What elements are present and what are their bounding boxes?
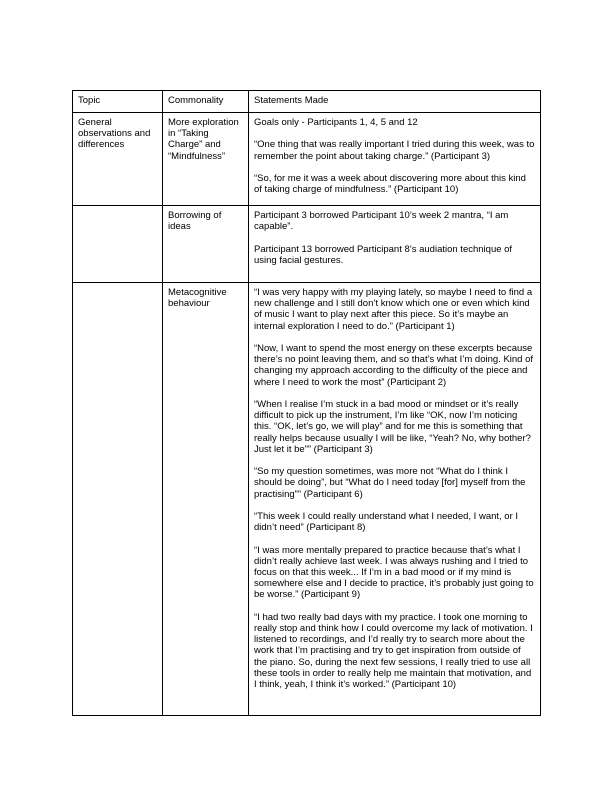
commonality-text: Metacognitive behaviour bbox=[168, 287, 227, 310]
topic-cell bbox=[73, 206, 163, 283]
statements-table bbox=[72, 90, 541, 716]
statement-paragraph: Goals only - Participants 1, 4, 5 and 12 bbox=[254, 117, 418, 128]
table-row bbox=[73, 113, 541, 206]
statement-paragraph: “So, for me it was a week about discovering more about this kind of taking charge of mindfulness.” (Participant 10) bbox=[254, 172, 526, 196]
statement-paragraph: “Now, I want to spend the most energy on these excerpts because there’s no point leaving them, and so that’s what I’m doing. Kind of changing my approach according to the difficulty of the piece and where I need to work the most” (Participant 2) bbox=[254, 343, 534, 388]
statement-paragraph: “This week I could really understand what I needed, I want, or I didn’t need” (Participant 8) bbox=[254, 511, 519, 534]
statements-cell bbox=[249, 283, 541, 716]
commonality-cell bbox=[163, 113, 249, 206]
table-row bbox=[73, 283, 541, 716]
commonality-text: More exploration in “Taking Charge” and “Mindfulness” bbox=[168, 117, 239, 162]
column-header-commonality: Commonality bbox=[163, 91, 249, 113]
statement-paragraph: “One thing that was really important I tried during this week, was to remember the point about taking charge.” (Participant 3) bbox=[254, 139, 535, 162]
table-row bbox=[73, 206, 541, 283]
commonality-cell bbox=[163, 206, 249, 283]
statement-paragraph: Participant 13 borrowed Participant 8’s audiation technique of using facial gestures. bbox=[254, 243, 513, 266]
statement-paragraph: “So my question sometimes, was more not “What do I think I should be doing”, but “What do I need today [for] myself from the practising”” (Participant 6) bbox=[254, 466, 526, 500]
statements-cell bbox=[249, 206, 541, 283]
statement-paragraph: “I was very happy with my playing lately, so maybe I need to find a new challenge and I still don’t know which one or even which kind of music I want to play next after this piece. So it’s maybe an internal exploration I need to do.” (Participant 1) bbox=[254, 287, 533, 332]
statement-paragraph: “When I realise I’m stuck in a bad mood or mindset or it’s really difficult to pick up the instrument, I’m like “OK, now I’m noticing this. “OK, let’s go, we will play” and for me this is something that really helps because usually I will be like, “Yeah? No, why bother? Just let it be”” (Participant 3) bbox=[254, 399, 531, 455]
commonality-cell bbox=[163, 283, 249, 716]
topic-cell bbox=[73, 113, 163, 206]
topic-text: General observations and differences bbox=[78, 117, 151, 151]
statement-paragraph: “I had two really bad days with my practice. I took one morning to really stop and think how I could overcome my lack of motivation. I listened to recordings, and I’d really try to search more about the work that I’m practising and try to get inspiration from outside of the piano. So, during the next few sessions, I really tried to use all these tools in order to really help me maintain that motivation, and I think, yeah, I think it’s worked.” (Participant 10) bbox=[254, 611, 533, 691]
statement-paragraph: “I was more mentally prepared to practice because that’s what I didn’t really achieve last week. I was always rushing and I tried to focus on that this week... If I’m in a bad mood or if my mind is somewhere else and I decide to practice, it’s probably just going to be worse.” (Participant 9) bbox=[254, 544, 534, 601]
column-header-topic: Topic bbox=[73, 91, 163, 113]
table-header-row bbox=[73, 91, 541, 113]
commonality-text: Borrowing of ideas bbox=[168, 210, 222, 233]
column-header-statements: Statements Made bbox=[249, 91, 541, 113]
topic-cell bbox=[73, 283, 163, 716]
statement-paragraph: Participant 3 borrowed Participant 10’s week 2 mantra, “I am capable”. bbox=[254, 210, 509, 233]
statements-cell bbox=[249, 113, 541, 206]
